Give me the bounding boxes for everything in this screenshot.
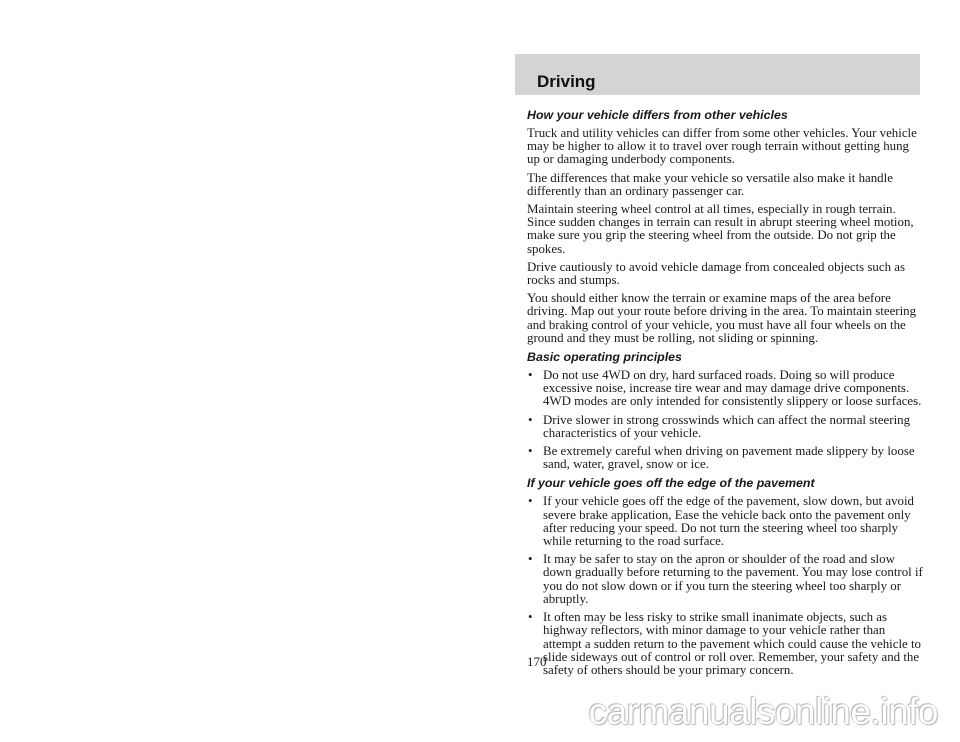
off-pavement-list (527, 495, 923, 677)
paragraph: Truck and utility vehicles can differ from some other vehicles. Your vehicle may be higher to allow it to travel over rough terrain without getting hung up or damaging underbody components. (527, 126, 917, 167)
section-banner (515, 54, 920, 95)
list-item (527, 611, 923, 677)
bullet-icon: • (528, 412, 533, 427)
paragraph: Maintain steering wheel control at all times, especially in rough terrain. Since sudden changes in terrain can result in abrupt steering wheel motion, make sure you grip the steering wheel from the outside. Do not grip the spokes. (527, 202, 914, 256)
heading-off-pavement: If your vehicle goes off the edge of the pavement (527, 476, 815, 491)
list-item-text: Drive slower in strong crosswinds which can affect the normal steering characteristics of your vehicle. (543, 412, 911, 440)
paragraph: You should either know the terrain or examine maps of the area before driving. Map out your route before driving in the area. To maintain steering and braking control of your vehicle, you must have all four wheels on the ground and they must be rolling, not sliding or spinning. (527, 291, 917, 345)
manual-content (527, 108, 923, 682)
heading-vehicle-differences: How your vehicle differs from other vehicles (527, 108, 788, 122)
watermark[interactable]: carmanualsonline.info (588, 691, 938, 732)
list-item (527, 445, 923, 471)
bullet-icon: • (528, 494, 533, 509)
list-item (527, 553, 923, 606)
bullet-icon: • (528, 552, 533, 567)
paragraph: Drive cautiously to avoid vehicle damage from concealed objects such as rocks and stumps. (527, 259, 905, 288)
page-number: 170 (527, 654, 547, 669)
list-item (527, 414, 923, 440)
list-item-text: If your vehicle goes off the edge of the pavement, slow down, but avoid severe brake application, Ease the vehicle back onto the pavement only after reducing your speed. Do not turn the steering wheel too sharply while returning to the road surface. (543, 494, 914, 549)
list-item-text: Do not use 4WD on dry, hard surfaced roads. Doing so will produce excessive noise, increase tire wear and may damage drive components. 4WD modes are only intended for consistently slippery or loose surfaces. (543, 368, 922, 409)
list-item-text: Be extremely careful when driving on pavement made slippery by loose sand, water, gravel, snow or ice. (543, 444, 915, 472)
heading-basic-principles: Basic operating principles (527, 350, 682, 365)
paragraph: The differences that make your vehicle so versatile also make it handle differently than an ordinary passenger car. (527, 170, 893, 198)
list-item-text: It may be safer to stay on the apron or shoulder of the road and slow down gradually before returning to the pavement. You may lose control if you do not slow down or if you turn the steering wheel too sharply or abruptly. (543, 552, 923, 606)
list-item-text: It often may be less risky to strike small inanimate objects, such as highway reflectors, with minor damage to your vehicle rather than attempt a sudden return to the pavement which could cause the vehicle to slide sideways out of control or roll over. Remember, your safety and the safety of others should be your primary concern. (543, 610, 921, 677)
basic-principles-list (527, 369, 923, 471)
list-item (527, 495, 923, 548)
list-item (527, 369, 923, 409)
bullet-icon: • (528, 444, 533, 459)
bullet-icon: • (528, 368, 533, 383)
section-title: Driving (537, 72, 596, 91)
bullet-icon: • (528, 610, 533, 625)
